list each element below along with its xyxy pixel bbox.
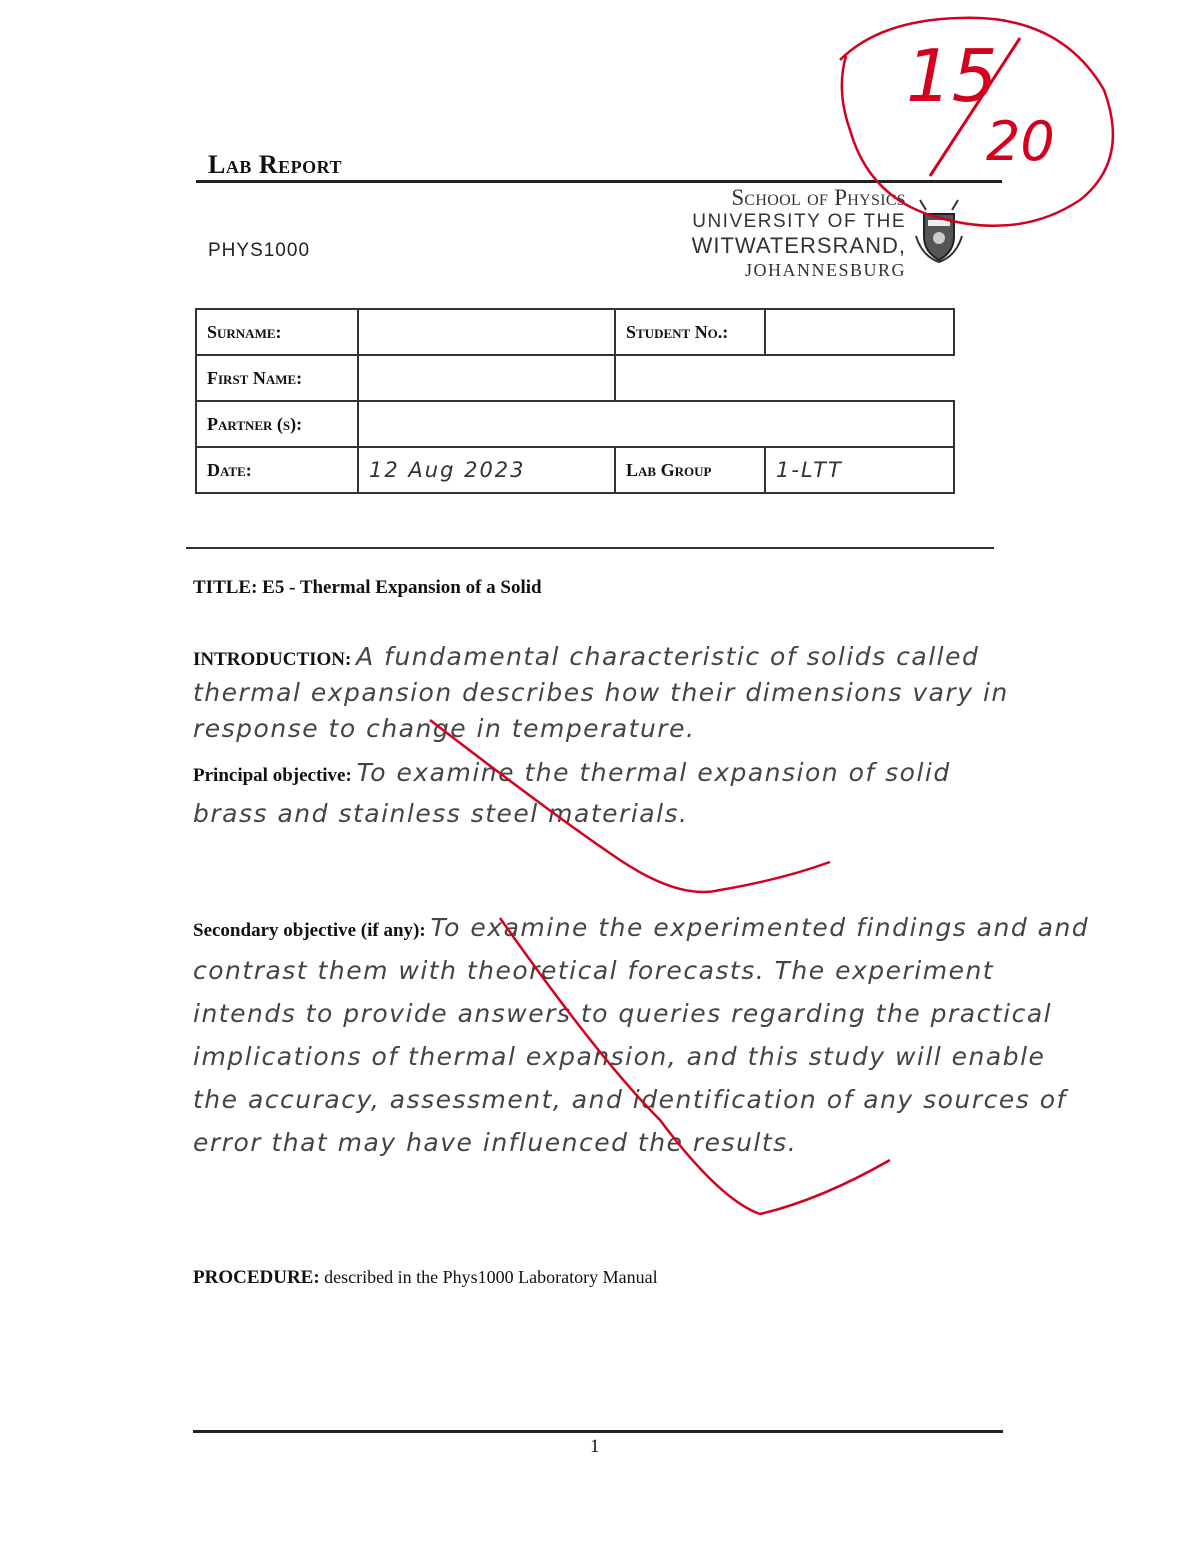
principal-objective-section — [193, 754, 1023, 836]
secondary-objective-label: Secondary objective (if any): — [193, 920, 426, 941]
document-title: TITLE: E5 - Thermal Expansion of a Solid — [193, 577, 542, 598]
grade-numerator: 15 — [906, 34, 998, 118]
header-rule — [196, 180, 1002, 183]
principal-objective-text: To examine the thermal expansion of solid brass and stainless steel materials. — [193, 758, 951, 828]
student-info-table — [195, 308, 955, 494]
surname-label: Surname: — [196, 309, 358, 355]
table-row — [196, 355, 954, 401]
school-name: School of Physics — [731, 185, 906, 210]
partners-label: Partner (s): — [196, 401, 358, 447]
procedure-text: described in the Phys1000 Laboratory Manual — [324, 1267, 658, 1287]
page-number: 1 — [590, 1436, 600, 1457]
university-crest-icon — [914, 196, 964, 264]
university-line2: WITWATERSRAND, — [691, 233, 906, 258]
lab-report-heading: Lab Report — [208, 150, 342, 179]
course-code: PHYS1000 — [208, 240, 311, 261]
surname-field[interactable] — [358, 309, 615, 355]
partners-field[interactable] — [358, 401, 954, 447]
table-row — [196, 309, 954, 355]
procedure-label: PROCEDURE: — [193, 1267, 320, 1288]
table-row — [196, 401, 954, 447]
secondary-objective-section — [193, 908, 1093, 1166]
first-name-field[interactable] — [358, 355, 615, 401]
footer-rule — [193, 1430, 1003, 1433]
section-rule — [186, 547, 994, 549]
school-block — [676, 186, 906, 282]
secondary-objective-text: To examine the experimented findings and and contrast them with theoretical forecasts. The experiment intends to provide answers to queries regarding the practical implications of thermal expansion, and this study will enable the accuracy, assessment, and identification of any sources of error that may have influenced the results. — [193, 913, 1090, 1157]
table-row — [196, 447, 954, 493]
date-field[interactable]: 12 Aug 2023 — [358, 447, 615, 493]
principal-objective-label: Principal objective: — [193, 765, 352, 786]
procedure-section — [193, 1258, 658, 1297]
university-line1: UNIVERSITY OF THE — [692, 211, 906, 232]
first-name-label: First Name: — [196, 355, 358, 401]
grade-denominator: 20 — [986, 110, 1055, 173]
date-label: Date: — [196, 447, 358, 493]
introduction-label: INTRODUCTION: — [193, 649, 352, 670]
introduction-section — [193, 640, 1033, 748]
introduction-text: A fundamental characteristic of solids called thermal expansion describes how their dimensions vary in response to change in temperature. — [193, 642, 1009, 743]
blank-cell — [615, 355, 954, 401]
student-no-label: Student No.: — [615, 309, 765, 355]
student-no-field[interactable] — [765, 309, 954, 355]
lab-group-label: Lab Group — [615, 447, 765, 493]
lab-group-field[interactable]: 1-LTT — [765, 447, 954, 493]
grade-score — [890, 28, 1090, 188]
university-line3: JOHANNESBURG — [744, 260, 906, 280]
